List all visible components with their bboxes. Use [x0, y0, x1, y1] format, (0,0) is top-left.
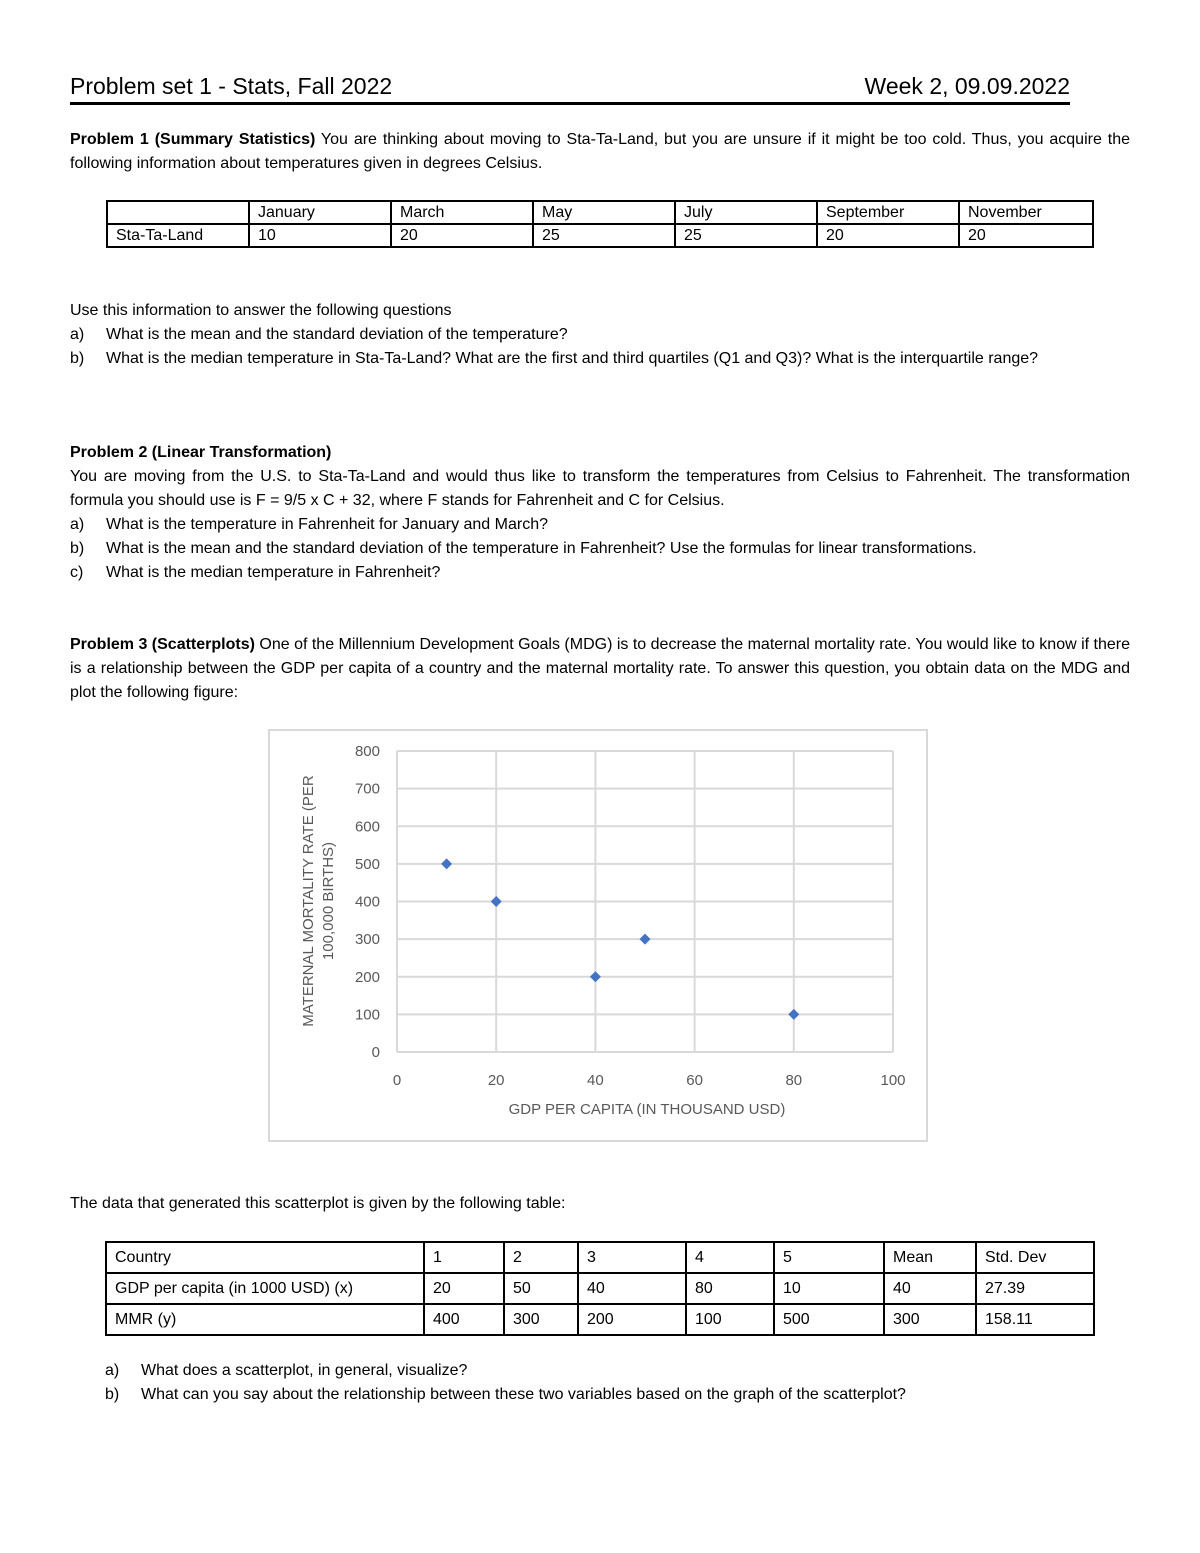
problem3-intro-text: One of the Millennium Development Goals (MDG) is to decrease the maternal mortality rate. You would like to know if there is a relationship between the GDP per capita of a country and the maternal mortality rate. To answer this question, you obtain data on the MDG and plot the following figure: [70, 636, 1131, 701]
table-cell: 80 [686, 1273, 774, 1304]
page-header [70, 72, 1070, 105]
problem2-intro: You are moving from the U.S. to Sta-Ta-Land and would thus like to transform the temperatures from Celsius to Fahrenheit. The transformation formula you should use is F = 9/5 x C + 32, where F stands for Fahrenheit and C for Celsius. [70, 468, 1130, 509]
table-cell: January [249, 201, 391, 224]
table-header-row [107, 201, 1093, 224]
question-text: What can you say about the relationship between these two variables based on the graph of the scatterplot? [141, 1386, 906, 1403]
y-axis-label-line1: MATERNAL MORTALITY RATE (PER [300, 775, 317, 1027]
question-label: a) [70, 516, 85, 533]
table-cell: 40 [578, 1273, 686, 1304]
question-label: b) [105, 1386, 120, 1403]
y-tick-label: 400 [354, 893, 380, 911]
tick-layer [355, 743, 906, 1089]
x-tick-label: 0 [392, 1072, 402, 1089]
table-cell: 20 [959, 224, 1093, 247]
table-cell: 25 [675, 224, 817, 247]
mdg-data-table [105, 1241, 1095, 1336]
table-cell: Std. Dev [976, 1242, 1094, 1273]
problem3-heading: Problem 3 (Scatterplots) [70, 636, 255, 653]
table-cell [107, 201, 249, 224]
question-text: What is the mean and the standard deviation of the temperature in Fahrenheit? Use the formulas for linear transformations. [106, 540, 977, 557]
scatter-point [640, 934, 651, 945]
table-cell: Mean [884, 1242, 976, 1273]
table-cell: 20 [391, 224, 533, 247]
temperature-table [106, 200, 1094, 248]
y-tick-label: 300 [354, 931, 380, 949]
table-cell: Sta-Ta-Land [107, 224, 249, 247]
question-label: b) [70, 540, 85, 557]
question-label: a) [70, 326, 85, 343]
table-cell: 300 [504, 1304, 578, 1335]
table-cell: 4 [686, 1242, 774, 1273]
question-text: What does a scatterplot, in general, visualize? [141, 1362, 468, 1379]
x-tick-label: 100 [880, 1072, 906, 1089]
question-label: b) [70, 350, 85, 367]
table-cell: March [391, 201, 533, 224]
problem1-intro-text: You are thinking about moving to Sta-Ta-Land, but you are unsure if it might be too cold. Thus, you acquire the following information about temperatures given in degrees Celsius. [70, 131, 1130, 172]
x-tick-label: 80 [785, 1072, 803, 1089]
question-text: What is the temperature in Fahrenheit for January and March? [106, 516, 548, 533]
y-tick-label: 800 [354, 743, 380, 760]
problem3-table-lead: The data that generated this scatterplot is given by the following table: [70, 1195, 566, 1212]
document-title: Problem set 1 - Stats, Fall 2022 [70, 73, 393, 99]
table-cell: July [675, 201, 817, 224]
table-cell: Country [106, 1242, 424, 1273]
table-cell: September [817, 201, 959, 224]
y-axis-label-line2: 100,000 BIRTHS) [320, 841, 337, 961]
question-text: What is the median temperature in Sta-Ta-Land? What are the first and third quartiles (Q1 and Q3)? What is the interquartile range? [106, 350, 1039, 367]
question-text: What is the mean and the standard deviation of the temperature? [106, 326, 568, 343]
x-tick-label: 40 [587, 1072, 604, 1089]
scatterplot-svg [270, 731, 926, 1140]
y-tick-label: 0 [371, 1044, 380, 1061]
question-label: c) [70, 564, 84, 581]
y-axis-label [300, 775, 337, 1027]
problem1-intro [70, 128, 1130, 176]
scatter-point [491, 896, 502, 907]
table-cell: 158.11 [976, 1304, 1094, 1335]
table-cell: 5 [774, 1242, 884, 1273]
x-tick-label: 20 [487, 1072, 505, 1089]
problem3-question-b [70, 1383, 1130, 1407]
table-cell: 2 [504, 1242, 578, 1273]
table-cell: 10 [249, 224, 391, 247]
problem2-question-c [70, 561, 1130, 585]
table-cell: 200 [578, 1304, 686, 1335]
table-row [106, 1304, 1094, 1335]
scatter-point [590, 971, 601, 982]
table-cell: 10 [774, 1273, 884, 1304]
problem2-question-a [70, 513, 1130, 537]
scatter-point [441, 858, 452, 869]
table-cell: 500 [774, 1304, 884, 1335]
grid-layer [397, 751, 893, 1052]
table-cell: 25 [533, 224, 675, 247]
table-cell: 27.39 [976, 1273, 1094, 1304]
question-label: a) [105, 1362, 120, 1379]
x-axis-label: GDP PER CAPITA (IN THOUSAND USD) [508, 1101, 786, 1118]
table-cell: 1 [424, 1242, 504, 1273]
table-cell: 20 [817, 224, 959, 247]
problem1-question-a [70, 323, 1130, 347]
problem2-question-b [70, 537, 1130, 561]
table-cell: GDP per capita (in 1000 USD) (x) [106, 1273, 424, 1304]
scatter-point [788, 1009, 799, 1020]
table-header-row [106, 1242, 1094, 1273]
table-cell: 50 [504, 1273, 578, 1304]
table-row [107, 224, 1093, 247]
scatterplot-chart [268, 729, 928, 1142]
y-tick-label: 700 [354, 780, 380, 798]
problem1-question-b [70, 347, 1130, 371]
table-cell: 300 [884, 1304, 976, 1335]
y-tick-label: 200 [354, 968, 380, 986]
table-cell: MMR (y) [106, 1304, 424, 1335]
table-cell: May [533, 201, 675, 224]
table-cell: 400 [424, 1304, 504, 1335]
table-cell: 100 [686, 1304, 774, 1335]
table-row [106, 1273, 1094, 1304]
question-text: What is the median temperature in Fahrenheit? [106, 564, 441, 581]
problem3-question-a [70, 1359, 1130, 1383]
problem2-heading: Problem 2 (Linear Transformation) [70, 444, 332, 461]
y-tick-label: 600 [354, 818, 380, 836]
problem1-heading: Problem 1 (Summary Statistics) [70, 131, 316, 148]
table-cell: November [959, 201, 1093, 224]
problem3-intro [70, 633, 1130, 705]
x-tick-label: 60 [686, 1072, 703, 1089]
table-cell: 40 [884, 1273, 976, 1304]
y-tick-label: 500 [354, 855, 380, 873]
table-cell: 20 [424, 1273, 504, 1304]
problem1-lead: Use this information to answer the following questions [70, 302, 452, 319]
week-date: Week 2, 09.09.2022 [864, 73, 1070, 99]
table-cell: 3 [578, 1242, 686, 1273]
y-tick-label: 100 [354, 1006, 380, 1024]
